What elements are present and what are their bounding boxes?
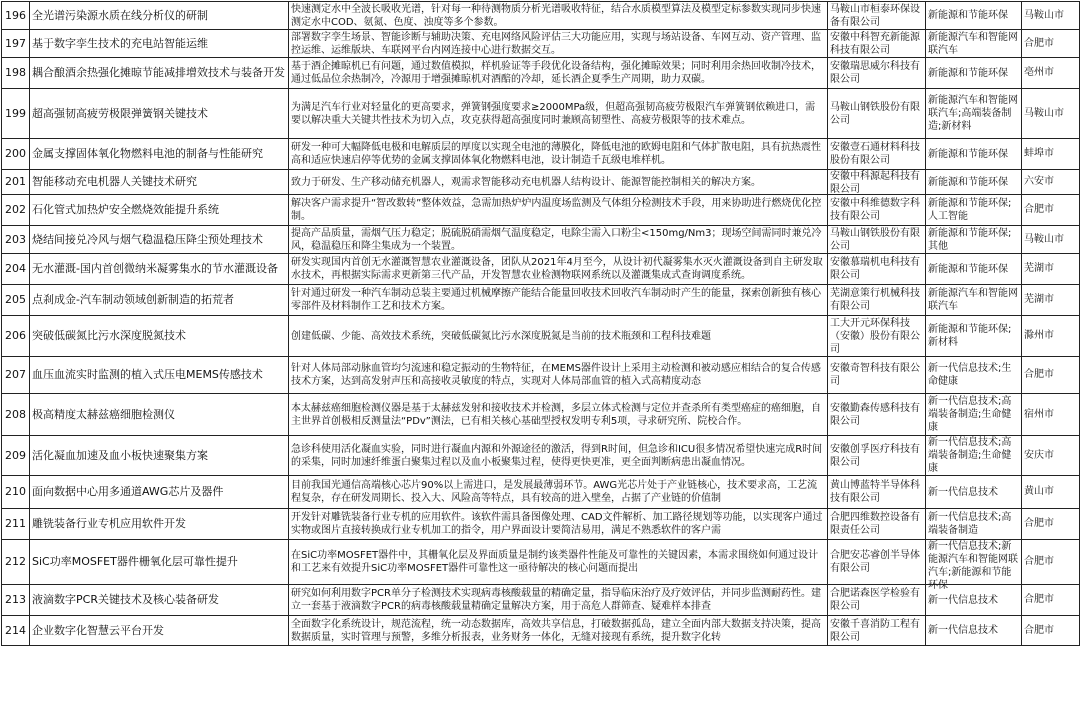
industry-field: [926, 316, 1022, 357]
row-number-text: 204: [5, 262, 26, 275]
project-name-text: 雕铣装备行业专机应用软件开发: [32, 517, 186, 530]
row-number: [2, 58, 30, 89]
table-row: [2, 30, 1080, 58]
company-name: [828, 285, 926, 316]
table-row: [2, 139, 1080, 170]
row-number-text: 202: [5, 203, 26, 216]
company-name-text: 安徽壹石通材料科技股份有限公司: [830, 142, 920, 166]
requirement-description: [289, 170, 828, 195]
requirement-description-text: 基于酒企摊晾机已有问题，通过数值模拟，样机验证等手段优化设备结构，强化摊晾效果；同时利用余热回收制冷技术，通过低品位余热制冷，冷源用于增强摊晾机对酒醅的冷却，延长酒企夏季生产周期，助力双碳。: [291, 61, 821, 85]
city: [1022, 254, 1080, 285]
row-number: [2, 2, 30, 30]
company-name: [828, 436, 926, 476]
project-name: [30, 170, 289, 195]
project-name-text: SiC功率MOSFET器件栅氧化层可靠性提升: [32, 555, 238, 568]
company-name: [828, 2, 926, 30]
table-row: [2, 316, 1080, 357]
industry-field: [926, 58, 1022, 89]
project-name-text: 血压血流实时监测的植入式压电MEMS传感技术: [32, 368, 263, 381]
company-name: [828, 394, 926, 436]
requirement-description: [289, 195, 828, 226]
row-number-text: 207: [5, 368, 26, 381]
requirement-description: [289, 316, 828, 357]
city-text: 六安市: [1024, 176, 1054, 187]
city: [1022, 509, 1080, 540]
requirement-description: [289, 436, 828, 476]
row-number-text: 212: [5, 555, 26, 568]
industry-field: [926, 540, 1022, 591]
row-number: [2, 585, 30, 616]
project-name-text: 智能移动充电机器人关键技术研究: [32, 175, 197, 188]
city-text: 黄山市: [1024, 486, 1054, 497]
industry-field: [926, 285, 1022, 316]
project-name-text: 无水灌溉-国内首创微纳米凝雾集水的节水灌溉设备: [32, 262, 278, 275]
project-name-text: 企业数字化智慧云平台开发: [32, 623, 164, 637]
requirement-description: [289, 585, 828, 616]
row-number-text: 210: [5, 485, 26, 498]
industry-field-text: 新能源和节能环保: [928, 67, 1008, 79]
industry-field-text: 新一代信息技术: [928, 625, 998, 636]
industry-field-text: 新能源汽车和智能网联汽车: [928, 288, 1018, 312]
row-number: [2, 540, 30, 585]
company-name-text: 安徽慕瑞机电科技有限公司: [830, 257, 920, 281]
project-name: [30, 30, 289, 58]
industry-field: [926, 254, 1022, 285]
requirement-description: [289, 254, 828, 285]
project-name: [30, 476, 289, 509]
city: [1022, 139, 1080, 170]
company-name-text: 合肥安芯睿创半导体有限公司: [830, 550, 920, 574]
industry-field-text: 新一代信息技术;高端装备制造;生命健康: [928, 396, 1012, 433]
row-number-text: 211: [5, 517, 26, 530]
company-name: [828, 616, 926, 646]
project-name: [30, 585, 289, 616]
company-name: [828, 139, 926, 170]
company-name: [828, 476, 926, 509]
project-name-text: 耦合酿酒余热强化摊晾节能减排增效技术与装备开发: [32, 66, 285, 79]
requirement-description: [289, 509, 828, 540]
company-name-text: 安徽奇智科技有限公司: [830, 363, 920, 387]
city-text: 芜湖市: [1024, 263, 1054, 274]
project-name-text: 活化凝血加速及血小板快速聚集方案: [32, 448, 208, 462]
table-row: [2, 58, 1080, 89]
company-name-text: 安徽中科智充新能源科技有限公司: [830, 31, 920, 56]
requirement-description: [289, 476, 828, 509]
industry-field: [926, 2, 1022, 30]
company-name: [828, 226, 926, 254]
project-name: [30, 509, 289, 540]
industry-field-text: 新能源和节能环保: [928, 148, 1008, 160]
requirement-description: [289, 58, 828, 89]
row-number: [2, 476, 30, 509]
row-number-text: 209: [5, 448, 26, 462]
city-text: 马鞍山市: [1024, 233, 1064, 245]
row-number: [2, 285, 30, 316]
row-number: [2, 254, 30, 285]
industry-field: [926, 170, 1022, 195]
requirement-description-text: 针对通过研发一种汽车制动总装主要通过机械摩擦产能结合能量回收技术回收汽车制动时产生的能量，探索创新独有核心零部件及材料制作工艺和技术方案。: [291, 288, 821, 312]
requirement-description-text: 急诊科使用活化凝血实验，同时进行凝血内源和外源途径的激活，得到R时间，但急诊和ICU很多情况希望快速完成R时间的采集，同时加速纤维蛋白聚集过程以及血小板聚集过程，使得更快更准，更全面判断病患出凝血情况。: [291, 443, 823, 468]
city-text: 合肥市: [1024, 594, 1054, 605]
city: [1022, 585, 1080, 616]
project-name: [30, 89, 289, 139]
company-name-text: 马鞍山市桓泰环保设备有限公司: [830, 3, 920, 28]
requirement-description-text: 研究如何利用数字PCR单分子检测技术实现病毒核酸载量的精确定量，指导临床治疗及疗效评估，并同步监测耐药性。建立一套基于液滴数字PCR的病毒核酸载量精确定量解决方案，用于高危人群筛查、疑难样本排查: [291, 588, 821, 612]
city: [1022, 540, 1080, 585]
project-name: [30, 285, 289, 316]
project-name-text: 基于数字孪生技术的充电站智能运维: [32, 36, 208, 50]
row-number: [2, 195, 30, 226]
row-number-text: 197: [5, 36, 26, 50]
requirement-description: [289, 357, 828, 394]
row-number-text: 199: [5, 106, 26, 120]
city: [1022, 476, 1080, 509]
row-number: [2, 316, 30, 357]
row-number-text: 208: [5, 407, 26, 421]
company-name-text: 安徽中科维德数字科技有限公司: [830, 198, 920, 222]
city: [1022, 616, 1080, 646]
industry-field: [926, 357, 1022, 394]
requirement-description-text: 解决客户需求提升“智改数转”整体效益，急需加热炉炉内温度场监测及气体组分检测技术手段，用来协助进行燃烧优化控制。: [291, 198, 822, 222]
row-number: [2, 89, 30, 139]
project-name-text: 烧结间接兑冷风与烟气稳温稳压降尘预处理技术: [32, 232, 263, 246]
table-row: [2, 170, 1080, 195]
row-number: [2, 357, 30, 394]
industry-field: [926, 30, 1022, 58]
project-name: [30, 616, 289, 646]
company-name: [828, 30, 926, 58]
project-name: [30, 2, 289, 30]
requirement-description: [289, 226, 828, 254]
row-number-text: 198: [5, 66, 26, 79]
row-number: [2, 616, 30, 646]
city: [1022, 316, 1080, 357]
industry-field: [926, 139, 1022, 170]
company-name: [828, 195, 926, 226]
company-name: [828, 585, 926, 616]
industry-field-text: 新能源和节能环保: [928, 10, 1008, 21]
city: [1022, 436, 1080, 476]
requirement-description: [289, 394, 828, 436]
row-number-text: 200: [5, 147, 26, 160]
company-name-text: 安徽创孚医疗科技有限公司: [830, 443, 920, 468]
city-text: 蚌埠市: [1024, 148, 1054, 159]
industry-field-text: 新一代信息技术: [928, 594, 998, 606]
industry-field: [926, 616, 1022, 646]
requirement-description-text: 提高产品质量，需烟气压力稳定；脱硫脱硝需烟气温度稳定，电除尘需入口粉尘<150mg/Nm3；现场空间需同时兼兑冷风，稳温稳压和降尘集成为一个装置。: [291, 227, 822, 252]
city: [1022, 394, 1080, 436]
table-row: [2, 226, 1080, 254]
table-row: [2, 254, 1080, 285]
industry-field: [926, 509, 1022, 540]
industry-field-text: 新能源汽车和智能网联汽车: [928, 31, 1018, 56]
project-name: [30, 436, 289, 476]
company-name-text: 安徽瑞思威尔科技有限公司: [830, 61, 920, 85]
company-name: [828, 254, 926, 285]
company-name: [828, 58, 926, 89]
row-number-text: 206: [5, 329, 26, 342]
city-text: 合肥市: [1024, 556, 1054, 567]
project-name: [30, 540, 289, 585]
project-name-text: 液滴数字PCR关键技术及核心装备研发: [32, 593, 219, 606]
city-text: 合肥市: [1024, 37, 1054, 49]
requirement-description-text: 全面数字化系统设计，规范流程，统一动态数据库，高效共享信息，打破数据孤岛，建立全面内部大数据支持决策，提高数据质量，实时管理与预警，多维分析报表，业务财务一体化，无缝对接现有系统，提升数字化转: [291, 618, 821, 643]
project-name: [30, 226, 289, 254]
industry-field: [926, 476, 1022, 509]
project-name: [30, 139, 289, 170]
requirement-description: [289, 616, 828, 646]
city: [1022, 285, 1080, 316]
company-name: [828, 509, 926, 540]
requirement-description-text: 目前我国光通信高端核心芯片90%以上需进口，是发展最薄弱环节。AWG光芯片处于产业链核心，技术要求高，工艺流程复杂，存在研发周期长、投入大、风险高等特点，具有较高的进入壁垒，占据了产业链的价值制: [291, 480, 818, 504]
row-number-text: 214: [5, 623, 26, 637]
company-name-text: 芜湖意策行机械科技有限公司: [830, 288, 920, 312]
requirement-description: [289, 30, 828, 58]
requirement-description-text: 研发实现国内首创无水灌溉智慧农业灌溉设备，团队从2021年4月至今，从设计初代凝雾集水灭火灌溉设备到自主研发取水技术，再根据实际需求更新第三代产品，开发智慧农业检测物联网系统以及灌溉集成式查询调度系统。: [291, 257, 823, 281]
company-name-text: 马鞍山钢铁股份有限公司: [830, 227, 920, 252]
city-text: 亳州市: [1024, 67, 1054, 78]
row-number: [2, 226, 30, 254]
industry-field-text: 新一代信息技术;高端装备制造;生命健康: [928, 437, 1012, 474]
requirement-description-text: 本太赫兹癌细胞检测仪器是基于太赫兹发射和接收技术并检测，多层立体式检测与定位并查杀所有类型癌症的癌细胞，自主世界首创极相反测量法“PDv”测法，已有相关核心基础型授权发明专利5项，寻求研究所、院校合作。: [291, 402, 821, 427]
requirement-description: [289, 285, 828, 316]
project-name: [30, 394, 289, 436]
row-number: [2, 509, 30, 540]
company-name-text: 安徽中科源起科技有限公司: [830, 171, 920, 195]
city: [1022, 2, 1080, 30]
industry-field-text: 新一代信息技术;新能源汽车和智能网联汽车;新能源和节能环保: [928, 541, 1018, 591]
city-text: 芜湖市: [1024, 294, 1054, 305]
industry-field-text: 新能源和节能环保: [928, 176, 1008, 188]
requirement-description-text: 致力于研发、生产移动储充机器人，观需求智能移动充电机器人结构设计、能源智能控制相关的解决方案。: [291, 176, 761, 188]
project-name: [30, 195, 289, 226]
project-name-text: 点刹成金-汽车制动领域创新制造的拓荒者: [32, 293, 234, 306]
project-name-text: 石化管式加热炉安全燃烧效能提升系统: [32, 203, 219, 216]
row-number: [2, 170, 30, 195]
row-number-text: 205: [5, 293, 26, 306]
company-name-text: 黄山博蓝特半导体科技有限公司: [830, 480, 920, 504]
project-name-text: 超高强韧高疲劳极限弹簧钢关键技术: [32, 106, 208, 120]
requirement-description-text: 在SiC功率MOSFET器件中，其栅氧化层及界面质量是制约该类器件性能及可靠性的关键因素，本需求围绕如何通过设计和工艺来有效提升SiC功率MOSFET器件可靠性这一亟待解决的核心问题而提出: [291, 550, 819, 574]
industry-field: [926, 436, 1022, 476]
company-name-text: 合肥诺森医学检验有限公司: [830, 588, 920, 612]
company-name-text: 安徽千喜消防工程有限公司: [830, 618, 920, 643]
project-name: [30, 316, 289, 357]
industry-field: [926, 394, 1022, 436]
table-row: [2, 394, 1080, 436]
city: [1022, 170, 1080, 195]
requirements-table: [1, 1, 1080, 646]
project-name-text: 极高精度太赫兹癌细胞检测仪: [32, 407, 175, 421]
table-row: [2, 540, 1080, 585]
table-row: [2, 476, 1080, 509]
requirement-description-text: 针对人体局部动脉血管均匀流速和稳定振动的生物特征，在MEMS器件设计上采用主动检测和被动感应相结合的复合传感技术方案，达到高发射声压和高接收灵敏度的特点，实现对人体局部血管的植入式高精度动态: [291, 363, 821, 387]
project-name: [30, 357, 289, 394]
city-text: 宿州市: [1024, 408, 1054, 420]
city-text: 合肥市: [1024, 624, 1054, 636]
company-name: [828, 170, 926, 195]
requirement-description-text: 研发一种可大幅降低电极和电解质层的厚度以实现全电池的薄膜化，降低电池的欧姆电阻和气体扩散电阻，具有抗热震性高和适应快速启停等优势的金属支撑固体氧化物燃料电池，设计制造千瓦级电堆样机。: [291, 142, 821, 166]
project-name-text: 面向数据中心用多通道AWG芯片及器件: [32, 485, 224, 498]
company-name-text: 安徽勤森传感科技有限公司: [830, 402, 920, 427]
requirement-description-text: 创建低碳、少能、高效技术系统，突破低碳氮比污水深度脱氮是当前的技术瓶颈和工程科技难题: [291, 330, 711, 342]
city-text: 马鞍山市: [1024, 9, 1064, 21]
company-name-text: 工大开元环保科技（安徽）股份有限公司: [830, 317, 920, 355]
city: [1022, 30, 1080, 58]
table-body: [2, 2, 1080, 646]
requirements-table-sheet: [1, 1, 1079, 726]
company-name: [828, 316, 926, 357]
table-row: [2, 509, 1080, 540]
requirement-description: [289, 139, 828, 170]
row-number: [2, 139, 30, 170]
row-number: [2, 436, 30, 476]
industry-field-text: 新一代信息技术: [928, 486, 998, 498]
city-text: 滁州市: [1024, 330, 1054, 341]
industry-field-text: 新能源和节能环保;人工智能: [928, 198, 1012, 222]
table-row: [2, 2, 1080, 30]
industry-field: [926, 195, 1022, 226]
requirement-description-text: 部署数字孪生场景、智能诊断与辅助决策、充电网络风险评估三大功能应用，实现与场站设备、车网互动、资产管理、监控运维、运维版块、车联网平台内网连接中心进行数据交互。: [291, 31, 821, 56]
city-text: 合肥市: [1024, 369, 1054, 380]
requirement-description-text: 为满足汽车行业对轻量化的更高要求，弹簧钢强度要求≥2000MPa级，但超高强韧高疲劳极限汽车弹簧钢依赖进口，需要以解决重大关键共性技术为切入点，攻克获得超高强度同时兼顾高韧塑性、高疲劳极限等的技术难点。: [291, 101, 816, 126]
requirement-description: [289, 2, 828, 30]
company-name: [828, 357, 926, 394]
company-name: [828, 540, 926, 585]
city: [1022, 89, 1080, 139]
industry-field-text: 新能源和节能环保;其他: [928, 227, 1012, 252]
project-name: [30, 58, 289, 89]
city: [1022, 357, 1080, 394]
city-text: 马鞍山市: [1024, 107, 1064, 119]
row-number: [2, 394, 30, 436]
project-name: [30, 254, 289, 285]
table-row: [2, 357, 1080, 394]
industry-field-text: 新一代信息技术;生命健康: [928, 363, 1012, 387]
table-row: [2, 616, 1080, 646]
row-number-text: 201: [5, 175, 26, 188]
city: [1022, 226, 1080, 254]
row-number-text: 203: [5, 232, 26, 246]
company-name-text: 合肥四维数控设备有限责任公司: [830, 512, 920, 536]
city: [1022, 58, 1080, 89]
row-number-text: 213: [5, 593, 26, 606]
industry-field: [926, 226, 1022, 254]
requirement-description: [289, 89, 828, 139]
row-number: [2, 30, 30, 58]
industry-field-text: 新能源汽车和智能网联汽车;高端装备制造;新材料: [928, 95, 1018, 132]
city-text: 合肥市: [1024, 518, 1054, 529]
industry-field-text: 新能源和节能环保;新材料: [928, 324, 1012, 348]
city-text: 安庆市: [1024, 449, 1054, 461]
industry-field-text: 新一代信息技术;高端装备制造: [928, 512, 1012, 536]
company-name: [828, 89, 926, 139]
industry-field-text: 新能源和节能环保: [928, 263, 1008, 275]
project-name-text: 全光谱污染源水质在线分析仪的研制: [32, 8, 208, 22]
table-row: [2, 436, 1080, 476]
city: [1022, 195, 1080, 226]
table-row: [2, 285, 1080, 316]
project-name-text: 金属支撑固体氧化物燃料电池的制备与性能研究: [32, 147, 263, 160]
table-row: [2, 585, 1080, 616]
city-text: 合肥市: [1024, 204, 1054, 215]
industry-field: [926, 89, 1022, 139]
table-row: [2, 89, 1080, 139]
row-number-text: 196: [5, 8, 26, 22]
project-name-text: 突破低碳氮比污水深度脱氮技术: [32, 329, 186, 342]
requirement-description-text: 开发针对雕铣装备行业专机的应用软件。该软件需具备图像处理、CAD文件解析、加工路径规划等功能，以实现客户通过实物或图片直接转换成行业专机加工的指令，用户界面设计要简洁易用，满足不熟悉软件的客户需: [291, 512, 823, 536]
company-name-text: 马鞍山钢铁股份有限公司: [830, 101, 920, 126]
table-row: [2, 195, 1080, 226]
requirement-description: [289, 540, 828, 585]
requirement-description-text: 快速测定水中全波长吸收光谱，针对每一种待测物质分析光谱吸收特征，结合水质模型算法及模型定标参数实现同步快速测定水中COD、氨氮、色度、浊度等多个参数。: [291, 3, 821, 28]
